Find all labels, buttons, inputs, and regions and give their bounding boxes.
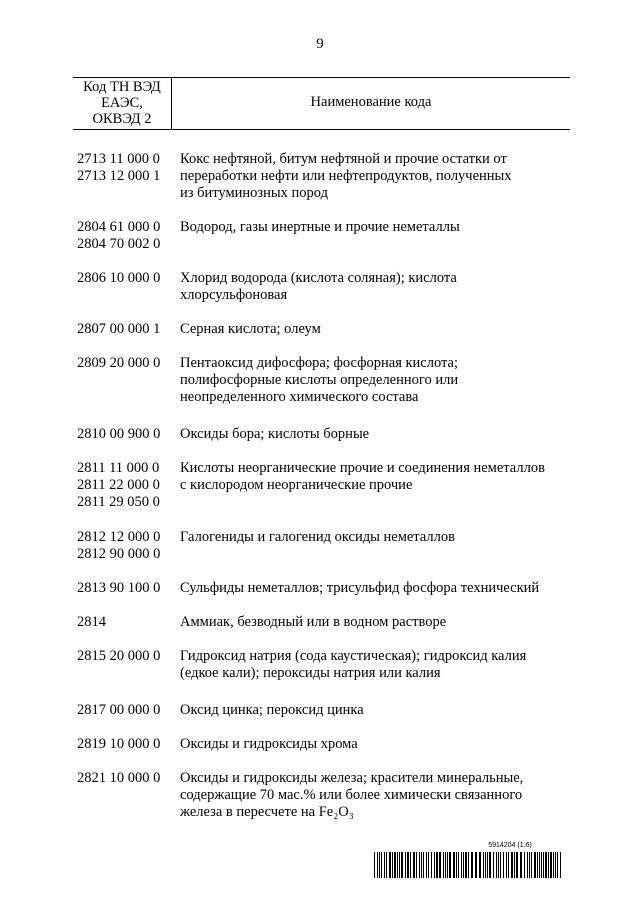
code-value: 2821 10 000 0	[77, 770, 161, 786]
row-codes	[77, 702, 178, 719]
code-value: 2804 61 000 0	[77, 219, 161, 235]
row-description	[178, 736, 577, 753]
description-line: (едкое кали); пероксиды натрия или калия	[180, 665, 441, 681]
table-top-rule	[73, 77, 570, 78]
code-value: 2814	[77, 614, 106, 630]
row-codes	[77, 580, 178, 597]
code-value: 2811 22 000 0	[77, 477, 160, 493]
row-description	[178, 151, 577, 202]
row-description	[178, 529, 577, 563]
code-value: 2713 12 000 1	[77, 168, 161, 184]
table-row	[77, 321, 577, 338]
code-value: 2812 12 000 0	[77, 529, 161, 545]
table-row	[77, 529, 577, 563]
code-value: 2809 20 000 0	[77, 355, 161, 371]
row-codes	[77, 614, 178, 631]
row-description	[178, 770, 577, 821]
row-codes	[77, 355, 178, 406]
description-line: Хлорид водорода (кислота соляная); кислота	[180, 270, 457, 286]
header-name-column: Наименование кода	[310, 94, 432, 110]
row-description	[178, 270, 577, 304]
description-line: Галогениды и галогенид оксиды неметаллов	[180, 529, 455, 545]
row-codes	[77, 270, 178, 304]
header-code-line: ОКВЭД 2	[92, 111, 152, 127]
row-codes	[77, 321, 178, 338]
header-code-column	[73, 79, 171, 127]
description-line: Оксиды бора; кислоты борные	[180, 426, 370, 442]
header-code-line: Код ТН ВЭД	[83, 79, 161, 95]
row-codes	[77, 426, 178, 443]
row-description	[178, 614, 577, 631]
description-line: Оксид цинка; пероксид цинка	[180, 702, 364, 718]
description-line: Водород, газы инертные и прочие неметаллы	[180, 219, 460, 235]
description-line: из битуминозных пород	[180, 185, 328, 201]
description-line: переработки нефти или нефтепродуктов, полученных	[180, 168, 512, 184]
description-line: Оксиды и гидроксиды хрома	[180, 736, 358, 752]
code-value: 2806 10 000 0	[77, 270, 161, 286]
row-description	[178, 355, 577, 406]
code-value: 2815 20 000 0	[77, 648, 161, 664]
description-line: Пентаоксид дифосфора; фосфорная кислота;	[180, 355, 459, 371]
row-description	[178, 702, 577, 719]
row-description	[178, 648, 577, 682]
barcode-image	[374, 852, 564, 878]
description-line: Гидроксид натрия (сода каустическая); гидроксид калия	[180, 648, 527, 664]
row-codes	[77, 151, 178, 202]
description-line: Кислоты неорганические прочие и соединения неметаллов	[180, 460, 545, 476]
table-row	[77, 355, 577, 406]
page-number: 9	[316, 36, 324, 52]
table-row	[77, 580, 577, 597]
row-description	[178, 426, 577, 443]
table-row	[77, 614, 577, 631]
code-value: 2819 10 000 0	[77, 736, 161, 752]
row-codes	[77, 770, 178, 821]
header-code-line: ЕАЭС,	[101, 95, 143, 111]
table-row	[77, 770, 577, 821]
description-line: Оксиды и гидроксиды железа; красители минеральные,	[180, 770, 524, 786]
table-row	[77, 736, 577, 753]
table-row	[77, 151, 577, 202]
code-value: 2807 00 000 1	[77, 321, 161, 337]
code-value: 2810 00 900 0	[77, 426, 161, 442]
code-value: 2811 29 050 0	[77, 494, 160, 510]
row-codes	[77, 219, 178, 253]
description-line: полифосфорные кислоты определенного или	[180, 372, 459, 388]
table-row	[77, 270, 577, 304]
table-row	[77, 648, 577, 682]
table-row	[77, 219, 577, 253]
row-description	[178, 219, 577, 253]
row-description	[178, 460, 577, 511]
code-value: 2817 00 000 0	[77, 702, 161, 718]
code-value: 2713 11 000 0	[77, 151, 160, 167]
code-value: 2813 90 100 0	[77, 580, 161, 596]
row-codes	[77, 460, 178, 511]
row-description	[178, 321, 577, 338]
row-codes	[77, 648, 178, 682]
code-value: 2811 11 000 0	[77, 460, 160, 476]
barcode-label: 5914204 (1.6)	[488, 842, 532, 849]
description-line: Кокс нефтяной, битум нефтяной и прочие остатки от	[180, 151, 507, 167]
description-line: Сульфиды неметаллов; трисульфид фосфора технический	[180, 580, 540, 596]
description-line: неопределенного химического состава	[180, 389, 419, 405]
description-line: с кислородом неорганические прочие	[180, 477, 413, 493]
description-line: Серная кислота; олеум	[180, 321, 321, 337]
table-row	[77, 426, 577, 443]
code-value: 2804 70 002 0	[77, 236, 161, 252]
row-description	[178, 580, 577, 597]
description-line: Аммиак, безводный или в водном растворе	[180, 614, 447, 630]
table-header-bottom-rule	[73, 129, 570, 130]
row-codes	[77, 736, 178, 753]
code-value: 2812 90 000 0	[77, 546, 161, 562]
description-line: железа в пересчете на Fe₂O₃	[180, 804, 354, 820]
description-line: содержащие 70 мас.% или более химически связанного	[180, 787, 523, 803]
table-row	[77, 702, 577, 719]
row-codes	[77, 529, 178, 563]
description-line: хлорсульфоновая	[180, 287, 288, 303]
table-row	[77, 460, 577, 511]
